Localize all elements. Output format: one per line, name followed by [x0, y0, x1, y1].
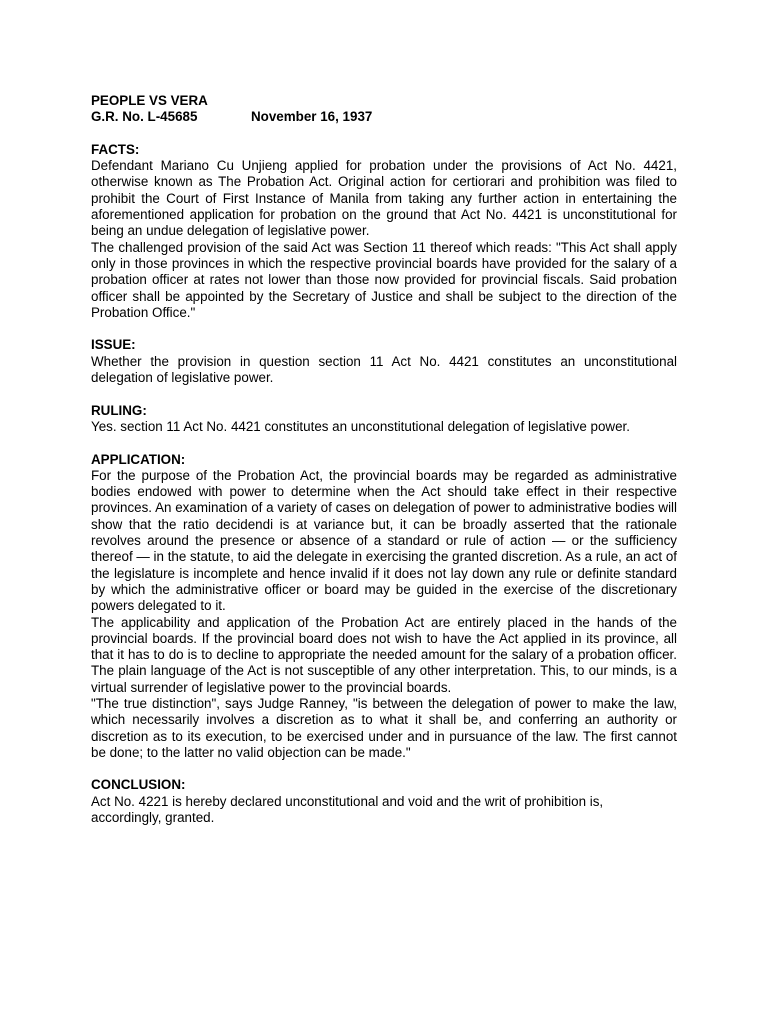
issue-paragraph: Whether the provision in question section 11 Act No. 4421 constitutes an unconstitutional delegation of legislative power. [91, 353, 677, 386]
issue-heading: ISSUE: [91, 337, 136, 353]
spacer [91, 386, 677, 402]
application-paragraph: For the purpose of the Probation Act, the provincial boards may be regarded as administrative bodies endowed with power to determine when the Act should take effect in their respective provinces. An examination of a variety of cases on delegation of power to administrative bodies will show that the ratio decidendi is at variance but, it can be broadly asserted that the rationale revolves around the presence or absence of a standard or rule of action — or the sufficiency thereof — in the statute, to aid the delegate in exercising the granted discretion. As a rule, an act of the legislature is incomplete and hence invalid if it does not lay down any rule or definite standard by which the administrative officer or board may be guided in the exercise of the discretionary powers delegated to it. [91, 467, 677, 614]
ruling-paragraph: Yes. section 11 Act No. 4421 constitutes an unconstitutional delegation of legislative power. [91, 418, 630, 434]
application-heading: APPLICATION: [91, 451, 186, 467]
decision-date: November 16, 1937 [251, 109, 373, 125]
case-title: PEOPLE VS VERA [91, 93, 208, 108]
facts-paragraph: The challenged provision of the said Act was Section 11 thereof which reads: "This Act shall apply only in those provinces in which the respective provincial boards have provided for the salary of a probation officer at rates not lower than those now provided for provincial fiscals. Said probation officer shall be appointed by the Secretary of Justice and shall be subject to the direction of the Probation Office." [91, 239, 677, 320]
ruling-heading: RULING: [91, 402, 147, 418]
issue-section [91, 337, 677, 386]
facts-paragraph: Defendant Mariano Cu Unjieng applied for probation under the provisions of Act No. 4421, otherwise known as The Probation Act. Original action for certiorari and prohibition was filed to prohibit the Court of First Instance of Manila from taking any further action in entertaining the aforementioned application for probation on the ground that Act No. 4421 is unconstitutional for being an undue delegation of legislative power. [91, 158, 677, 239]
application-section [91, 452, 677, 762]
spacer [91, 435, 677, 451]
spacer [91, 761, 677, 777]
gr-number: G.R. No. L-45685 [91, 109, 198, 125]
facts-heading: FACTS: [91, 141, 140, 157]
spacer [91, 321, 677, 337]
document-body [91, 93, 677, 826]
spacer [91, 126, 677, 142]
ruling-section [91, 403, 677, 436]
conclusion-section [91, 777, 677, 826]
facts-section [91, 142, 677, 321]
application-paragraph: "The true distinction", says Judge Ranney, "is between the delegation of power to make the law, which necessarily involves a discretion as to what it shall be, and conferring an authority or discretion as to its execution, to be exercised under and in pursuance of the law. The first cannot be done; to the latter no valid objection can be made." [91, 695, 677, 760]
case-reference-line [91, 109, 677, 125]
conclusion-paragraph: Act No. 4221 is hereby declared unconstitutional and void and the writ of prohibition is, accordingly, granted. [91, 793, 604, 826]
application-paragraph: The applicability and application of the Probation Act are entirely placed in the hands of the provincial boards. If the provincial board does not wish to have the Act applied in its province, all that it has to do is to decline to appropriate the needed amount for the salary of a probation officer. The plain language of the Act is not susceptible of any other interpretation. This, to our minds, is a virtual surrender of legislative power to the provincial boards. [91, 614, 677, 695]
conclusion-heading: CONCLUSION: [91, 777, 186, 793]
